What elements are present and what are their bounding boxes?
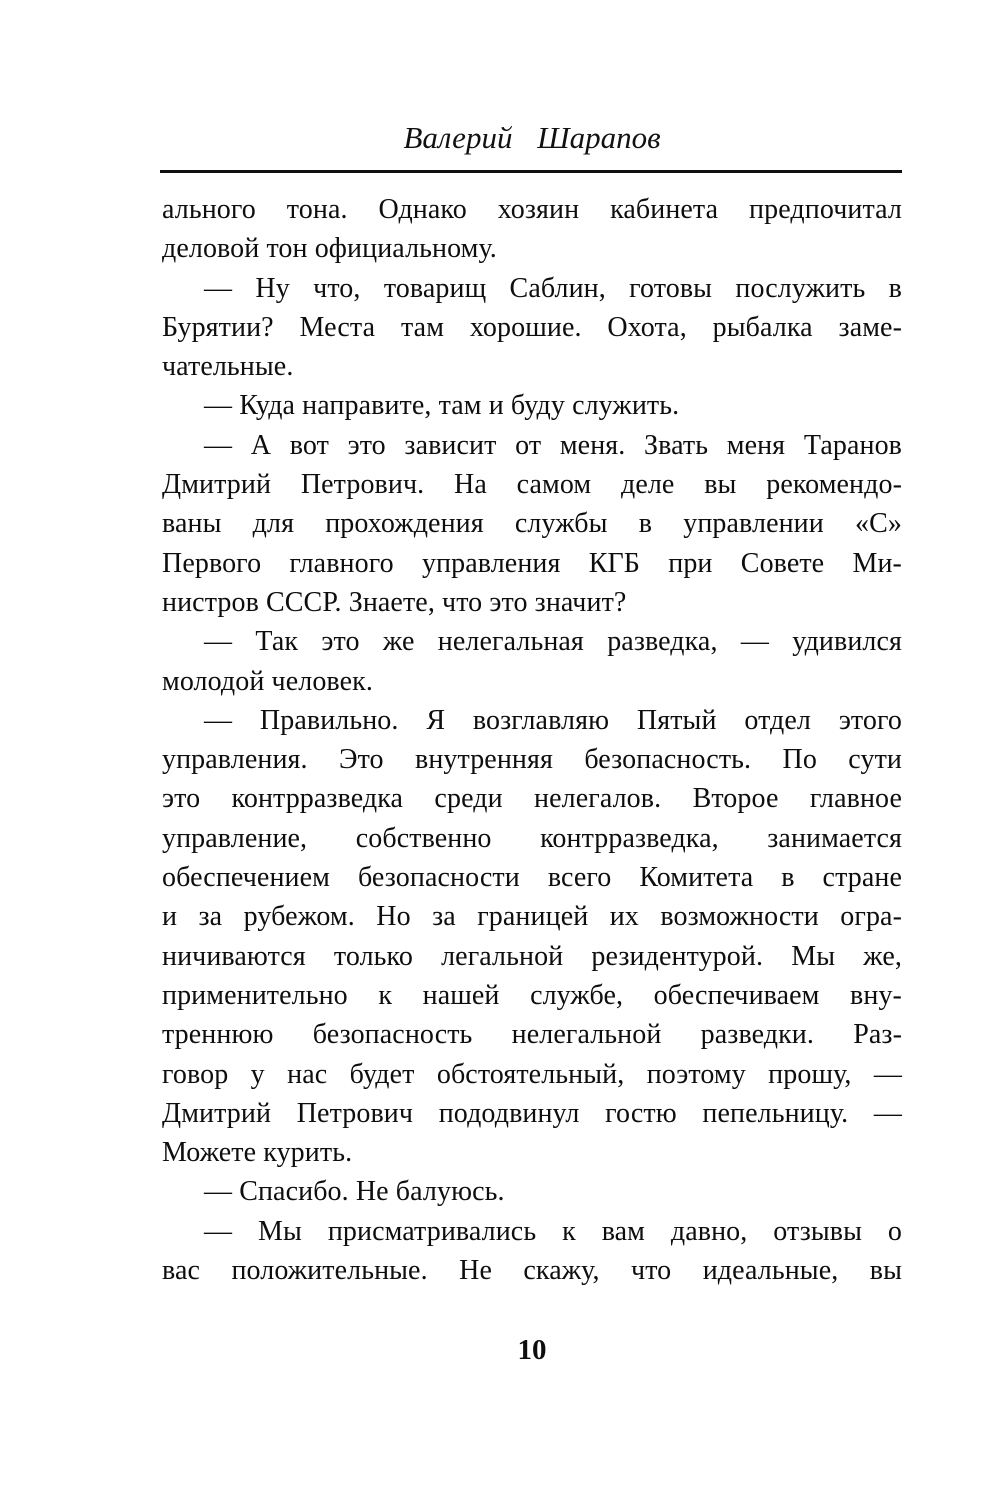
- text-line: управление, собственно контрразведка, занимается: [162, 822, 902, 854]
- text-line: чательные.: [162, 351, 294, 383]
- text-line: управления. Это внутренняя безопасность. По сути: [162, 744, 902, 776]
- text-line: ального тона. Однако хозяин кабинета предпочитал: [162, 194, 902, 225]
- text-line: Первого главного управления КГБ при Совете Ми-: [162, 547, 902, 579]
- text-line: обеспечением безопасности всего Комитета в стране: [162, 862, 902, 894]
- page-body-text: [162, 190, 902, 1290]
- text-line: нистров СССР. Знаете, что это значит?: [162, 586, 627, 618]
- text-line: Дмитрий Петрович. На самом деле вы рекомендо-: [162, 469, 902, 501]
- text-line: — Спасибо. Не балуюсь.: [204, 1176, 505, 1208]
- paragraph-3: [162, 386, 902, 425]
- paragraph-8: [162, 1212, 902, 1291]
- text-line: ваны для прохождения службы в управлении «С»: [162, 508, 902, 540]
- paragraph-1: [162, 190, 902, 269]
- text-line: Дмитрий Петрович пододвинул гостю пепельницу. —: [162, 1097, 902, 1129]
- paragraph-2: [162, 269, 902, 387]
- text-line: молодой человек.: [162, 665, 373, 697]
- text-line: — Ну что, товарищ Саблин, готовы послужить в: [204, 272, 902, 304]
- page-number: 10: [517, 1334, 547, 1366]
- text-line: вас положительные. Не скажу, что идеальные, вы: [162, 1255, 902, 1287]
- text-line: и за рубежом. Но за границей их возможности огра-: [162, 901, 902, 933]
- text-line: Бурятии? Места там хорошие. Охота, рыбалка заме-: [162, 311, 902, 343]
- text-line: деловой тон официальному.: [162, 233, 497, 265]
- text-line: — А вот это зависит от меня. Звать меня Таранов: [204, 429, 902, 461]
- paragraph-5: [162, 622, 902, 701]
- text-line: — Так это же нелегальная разведка, — удивился: [204, 626, 902, 658]
- text-line: применительно к нашей службе, обеспечиваем вну-: [162, 979, 902, 1011]
- text-line: — Куда направите, там и буду служить.: [204, 390, 680, 422]
- text-line: треннюю безопасность нелегальной разведки. Раз-: [162, 1019, 902, 1051]
- text-line: говор у нас будет обстоятельный, поэтому прошу, —: [162, 1058, 902, 1090]
- text-line: — Правильно. Я возглавляю Пятый отдел этого: [204, 704, 902, 736]
- header-rule: [160, 170, 902, 173]
- text-line: Можете курить.: [162, 1137, 353, 1169]
- running-head-author: Валерий Шарапов: [403, 120, 661, 155]
- paragraph-6: [162, 701, 902, 1173]
- paragraph-4: [162, 426, 902, 622]
- text-line: это контрразведка среди нелегалов. Второе главное: [162, 783, 902, 815]
- text-line: — Мы присматривались к вам давно, отзывы о: [204, 1215, 902, 1247]
- text-line: ничиваются только легальной резидентурой. Мы же,: [162, 940, 902, 972]
- paragraph-7: [162, 1172, 902, 1211]
